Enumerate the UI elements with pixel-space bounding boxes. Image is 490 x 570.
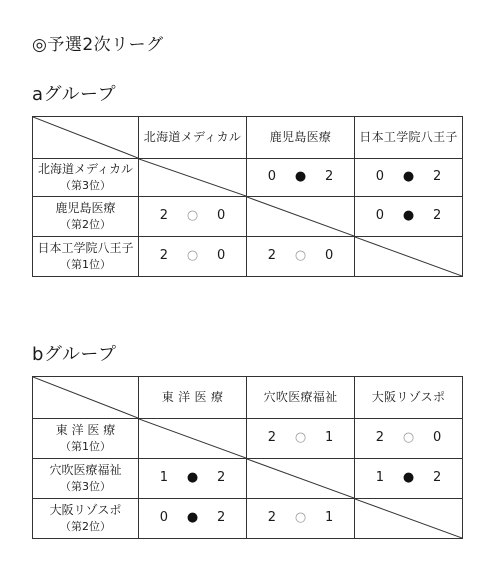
score-left: 0 [159,510,169,526]
row-header [33,459,139,499]
score-right: 2 [432,470,442,486]
score-cell [247,237,355,277]
corner-cell [33,117,139,159]
loss-dot-icon: ○ [294,248,307,264]
team-rank: （第2位） [60,520,111,534]
self-match-cell [355,499,463,539]
score-left: 1 [159,470,169,486]
score-right: 2 [324,169,334,185]
self-match-cell [247,197,355,237]
score-cell [139,237,247,277]
score-cell [139,459,247,499]
team-name: 穴吹医療福祉 [49,463,122,478]
group-b-title: bグループ [32,344,117,365]
team-rank: （第3位） [60,179,111,193]
score-cell [139,499,247,539]
team-name: 日本工学院八王子 [37,241,134,256]
score-left: 2 [267,510,277,526]
self-match-cell [355,237,463,277]
score-cell [247,419,355,459]
loss-dot-icon: ○ [294,430,307,446]
team-rank: （第3位） [60,480,111,494]
table-row [33,419,463,459]
win-dot-icon: ● [402,470,415,486]
row-header [33,237,139,277]
score-cell [355,197,463,237]
team-name: 東 洋 医 療 [55,423,116,438]
self-match-cell [139,159,247,197]
team-rank: （第1位） [60,258,111,272]
score-right: 2 [216,470,226,486]
table-row [33,237,463,277]
page-title: ◎予選2次リーグ [32,35,164,55]
score-right: 2 [432,169,442,185]
group-a-title: aグループ [32,84,117,105]
score-left: 2 [267,430,277,446]
win-dot-icon: ● [402,208,415,224]
loss-dot-icon: ○ [294,510,307,526]
score-right: 0 [216,208,226,224]
loss-dot-icon: ○ [186,248,199,264]
score-right: 2 [216,510,226,526]
score-right: 1 [324,430,334,446]
table-row [33,159,463,197]
score-left: 0 [267,169,277,185]
table-row [33,499,463,539]
score-left: 2 [267,248,277,264]
score-right: 2 [432,208,442,224]
team-rank: （第2位） [60,218,111,232]
table-row [33,197,463,237]
col-header: 鹿児島医療 [247,117,355,159]
row-header [33,499,139,539]
col-header: 穴吹医療福祉 [247,377,355,419]
row-header [33,419,139,459]
score-cell [139,197,247,237]
col-header: 東 洋 医 療 [139,377,247,419]
score-cell [355,419,463,459]
group-a-table [32,116,463,277]
win-dot-icon: ● [294,169,307,185]
self-match-cell [247,459,355,499]
win-dot-icon: ● [186,510,199,526]
team-rank: （第1位） [60,440,111,454]
score-right: 0 [432,430,442,446]
group-b-table [32,376,463,539]
score-cell [247,499,355,539]
loss-dot-icon: ○ [186,208,199,224]
corner-cell [33,377,139,419]
row-header [33,197,139,237]
team-name: 北海道メディカル [37,162,134,177]
row-header [33,159,139,197]
team-name: 鹿児島医療 [55,201,116,216]
score-left: 2 [375,430,385,446]
score-right: 0 [324,248,334,264]
col-header: 日本工学院八王子 [355,117,463,159]
team-name: 大阪リゾスポ [49,503,122,518]
win-dot-icon: ● [402,169,415,185]
score-right: 1 [324,510,334,526]
score-left: 2 [159,248,169,264]
win-dot-icon: ● [186,470,199,486]
score-left: 0 [375,169,385,185]
score-cell [247,159,355,197]
score-right: 0 [216,248,226,264]
score-cell [355,459,463,499]
col-header: 大阪リゾスポ [355,377,463,419]
self-match-cell [139,419,247,459]
score-left: 0 [375,208,385,224]
score-cell [355,159,463,197]
score-left: 2 [159,208,169,224]
loss-dot-icon: ○ [402,430,415,446]
score-left: 1 [375,470,385,486]
table-row [33,459,463,499]
col-header: 北海道メディカル [139,117,247,159]
